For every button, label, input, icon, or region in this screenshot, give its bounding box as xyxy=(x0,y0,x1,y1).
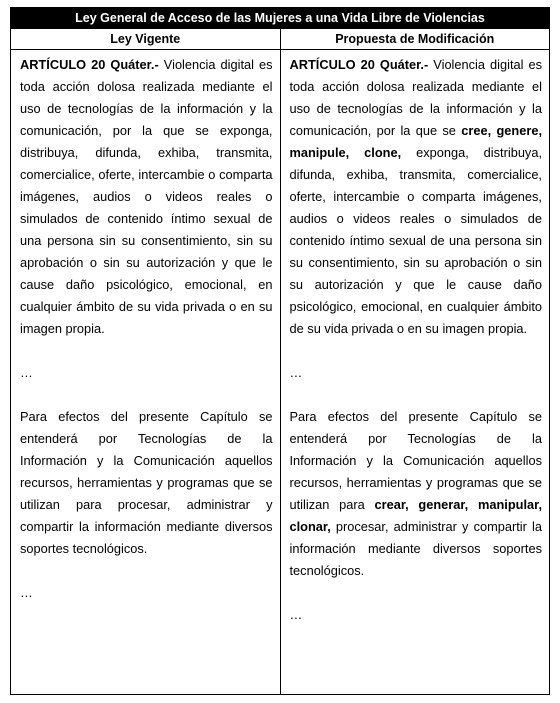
definition-text-part: Para efectos del presente Capítulo se entenderá por Tecnologías de la Información y la Comunicación aquellos recursos, herramientas y programas que se utilizan para xyxy=(289,409,542,512)
article-text: Violencia digital es toda acción dolosa realizada mediante el uso de tecnologías de la información y la comunicación, por la que se exponga, distribuya, difunda, exhiba, transmita, comercialice, oferte, intercambie o comparta imágenes, audios o videos reales o simulados de contenido íntimo sexual de una persona sin su consentimiento, sin su aprobación o sin su autorización y que le cause daño psicológico, emocional, en cualquier ámbito de su vida privada o en su imagen propia. xyxy=(20,57,273,336)
ellipsis: … xyxy=(289,607,303,622)
ellipsis: … xyxy=(20,585,33,600)
spacer xyxy=(290,582,543,604)
ellipsis: … xyxy=(289,365,303,380)
spacer xyxy=(20,384,273,406)
article-text-part: Violencia digital es toda acción dolosa realizada mediante el uso de tecnologías de la información y la comunicación, por la que se xyxy=(289,57,542,138)
article-text-part: exponga, distribuya, difunda, exhiba, transmita, comercialice, oferte, intercambie o comparta imágenes, audios o videos reales o simulados de contenido íntimo sexual de una persona sin su consentimiento, sin su aprobación o sin su autorización y que le cause daño psicológico, emocional, en cualquier ámbito de su vida privada o en su imagen propia. xyxy=(289,145,543,336)
article-label: ARTÍCULO 20 Quáter.- xyxy=(20,57,159,72)
column-header-proposal: Propuesta de Modificación xyxy=(280,29,550,50)
column-header-current-law: Ley Vigente xyxy=(11,29,281,50)
spacer xyxy=(20,560,273,582)
ellipsis: … xyxy=(20,365,33,380)
definition-text-part: procesar, administrar y compartir la información mediante diversos soportes tecnológicos. xyxy=(289,519,542,578)
proposal-article-paragraph xyxy=(290,54,543,340)
comparison-table xyxy=(10,7,550,695)
added-text-bold: cree, genere, manipule, clone, xyxy=(289,123,542,160)
definition-paragraph: Para efectos del presente Capítulo se entenderá por Tecnologías de la Información y la Comunicación aquellos recursos, herramientas y programas que se utilizan para procesar, administrar y compartir la información mediante diversos soportes tecnológicos. xyxy=(20,409,273,556)
spacer xyxy=(290,340,543,362)
spacer xyxy=(20,340,273,362)
article-label: ARTÍCULO 20 Quáter.- xyxy=(289,57,429,72)
spacer xyxy=(290,384,543,406)
proposal-cell xyxy=(280,50,550,695)
current-law-cell xyxy=(11,50,281,695)
added-text-bold: crear, generar, manipular, clonar, xyxy=(289,497,542,534)
table-title: Ley General de Acceso de las Mujeres a una Vida Libre de Violencias xyxy=(11,8,550,29)
definition-paragraph xyxy=(290,406,543,582)
current-law-article-paragraph xyxy=(20,54,273,340)
